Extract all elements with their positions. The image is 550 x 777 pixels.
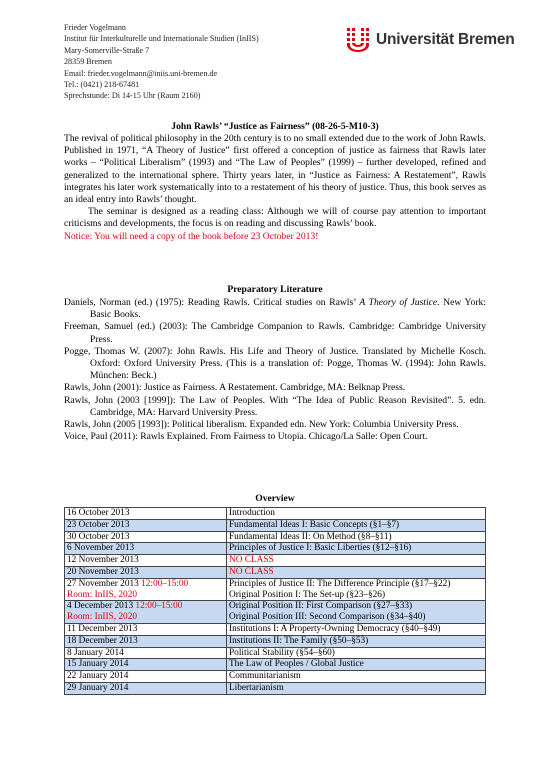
schedule-date [65, 578, 227, 601]
contact-institute: Institut für Interkulturelle und Internationale Studien (InIIS) [64, 34, 259, 44]
schedule-topic [227, 601, 486, 624]
schedule-room: Room: InIIS, 2020 [67, 612, 137, 623]
schedule-date: 20 November 2013 [65, 566, 227, 578]
schedule-topic: Introduction [227, 508, 486, 520]
schedule-topic [227, 578, 486, 601]
university-logo [346, 28, 515, 52]
table-row [65, 635, 486, 647]
contact-block [64, 22, 259, 102]
literature-entry-book-title: A Theory of Justice [359, 297, 438, 308]
contact-email: Email: frieder.vogelmann@iniis.uni-bremen.de [64, 68, 218, 78]
course-title: John Rawls’ “Justice as Fairness” (08-26-5-M10-3) [171, 121, 379, 132]
literature-heading: Preparatory Literature [227, 284, 323, 295]
schedule-date-text: 27 November 2013 [67, 578, 139, 589]
schedule-date [65, 601, 227, 624]
table-row [65, 647, 486, 659]
schedule-date: 8 January 2014 [65, 647, 227, 659]
course-description [64, 133, 486, 243]
schedule-date: 16 October 2013 [65, 508, 227, 520]
university-logo-text: Universität Bremen [376, 31, 515, 48]
table-row [65, 601, 486, 624]
schedule-date: 15 January 2014 [65, 659, 227, 671]
schedule-topic: Fundamental Ideas II: On Method (§8–§11) [227, 531, 486, 543]
table-row [65, 682, 486, 694]
literature-entry: Rawls, John (2001): Justice as Fairness. A Restatement. Cambridge, MA: Belknap Press. [64, 382, 406, 394]
literature-list [64, 297, 486, 443]
schedule-room: Room: InIIS, 2020 [67, 589, 137, 600]
description-paragraph-1: The revival of political philosophy in the 20th century is to no small extended due to the work of John Rawls. Published in 1971, “A Theory of Justice” first offered a conception of justice as fairness that Rawls later works – “Political Liberalism” (1993) and “The Law of Peoples” (1999) – further developed, refined and generalized to the international sphere. Thirty years later, in “Justice as Fairness: A Restatement”, Rawls integrates his later work systematically into to a restatement of his theory of justice. Thus, this book serves as an ideal entry into Rawls’ thought. [64, 133, 486, 206]
table-row [65, 566, 486, 578]
schedule-topic: Principles of Justice I: Basic Liberties (§12–§16) [227, 543, 486, 555]
literature-entry: Rawls, John (2003 [1999]): The Law of Peoples. With “The Idea of Public Reason Revisited”. 5. edn. Cambridge, MA: Harvard University Press. [64, 394, 486, 418]
schedule-topic-line: Original Position I: The Set-up (§23–§26) [229, 589, 386, 600]
schedule-date: 29 January 2014 [65, 682, 227, 694]
schedule-date: 30 October 2013 [65, 531, 227, 543]
table-row [65, 531, 486, 543]
schedule-topic-line: Original Position III: Second Comparison (§34–§40) [229, 612, 426, 623]
literature-entry-text: Daniels, Norman (ed.) (1975): Reading Rawls. Critical studies on Rawls’ [64, 297, 360, 308]
schedule-topic: Political Stability (§54–§60) [227, 647, 486, 659]
overview-heading: Overview [255, 493, 295, 504]
literature-entry: Pogge, Thomas W. (2007): John Rawls. His Life and Theory of Justice. Translated by Michelle Kosch. Oxford: Oxford University Press. (This is a translation of: Pogge, Thomas W. (1994): John Rawls. München: Beck.) [64, 345, 486, 382]
schedule-topic: The Law of Peoples / Global Justice [227, 659, 486, 671]
contact-name: Frieder Vogelmann [64, 23, 126, 32]
university-logo-icon [346, 28, 370, 52]
literature-entry: Freeman, Samuel (ed.) (2003): The Cambridge Companion to Rawls. Cambridge: Cambridge University Press. [64, 321, 486, 345]
contact-phone: Tel.: (0421) 218-67481 [64, 80, 140, 90]
table-row [65, 623, 486, 635]
schedule-date: 11 December 2013 [65, 623, 227, 635]
literature-entry: Rawls, John (2005 [1993]): Political liberalism. Expanded edn. New York: Columbia University Press. [64, 419, 459, 431]
table-row [65, 543, 486, 555]
contact-street: Mary-Somerville-Straße 7 [64, 45, 150, 55]
table-row [65, 659, 486, 671]
literature-entry [64, 297, 486, 321]
schedule-topic: NO CLASS [227, 566, 486, 578]
literature-entry: Voice, Paul (2011): Rawls Explained. From Fairness to Utopia. Chicago/La Salle: Open Court. [64, 431, 428, 443]
schedule-topic: NO CLASS [227, 555, 486, 567]
schedule-topic: Institutions I: A Property-Owning Democracy (§40–§49) [227, 623, 486, 635]
schedule-topic-line: Principles of Justice II: The Difference Principle (§17–§22) [229, 578, 451, 589]
table-row [65, 555, 486, 567]
contact-office-hours: Sprechstunde: Di 14-15 Uhr (Raum 2160) [64, 91, 201, 101]
description-paragraph-2: The seminar is designed as a reading class: Although we will of course pay attention to important criticisms and developments, the focus is on reading and discussing Rawls’ book. [64, 206, 486, 230]
schedule-time: 12:00–15:00 [141, 578, 189, 589]
schedule-date: 22 January 2014 [65, 671, 227, 683]
schedule-topic: Fundamental Ideas I: Basic Concepts (§1–§7) [227, 519, 486, 531]
table-row [65, 578, 486, 601]
table-row [65, 508, 486, 520]
table-row [65, 519, 486, 531]
schedule-date: 6 November 2013 [65, 543, 227, 555]
schedule-table [64, 507, 486, 695]
schedule-topic: Libertarianism [227, 682, 486, 694]
table-row [65, 671, 486, 683]
schedule-date-text: 4 December 2013 [67, 601, 134, 612]
schedule-topic: Institutions II: The Family (§50–§53) [227, 635, 486, 647]
contact-city: 28359 Bremen [64, 57, 112, 67]
schedule-date: 12 November 2013 [65, 555, 227, 567]
schedule-topic: Communitarianism [227, 671, 486, 683]
schedule-date: 18 December 2013 [65, 635, 227, 647]
schedule-time: 12:00–15:00 [135, 601, 183, 612]
literature-entry-text: . New York: Basic Books. [90, 297, 486, 321]
schedule-date: 23 October 2013 [65, 519, 227, 531]
schedule-topic-line: Original Position II: First Comparison (§27–§33) [229, 601, 413, 612]
book-notice: Notice: You will need a copy of the book before 23 October 2013! [64, 230, 319, 242]
